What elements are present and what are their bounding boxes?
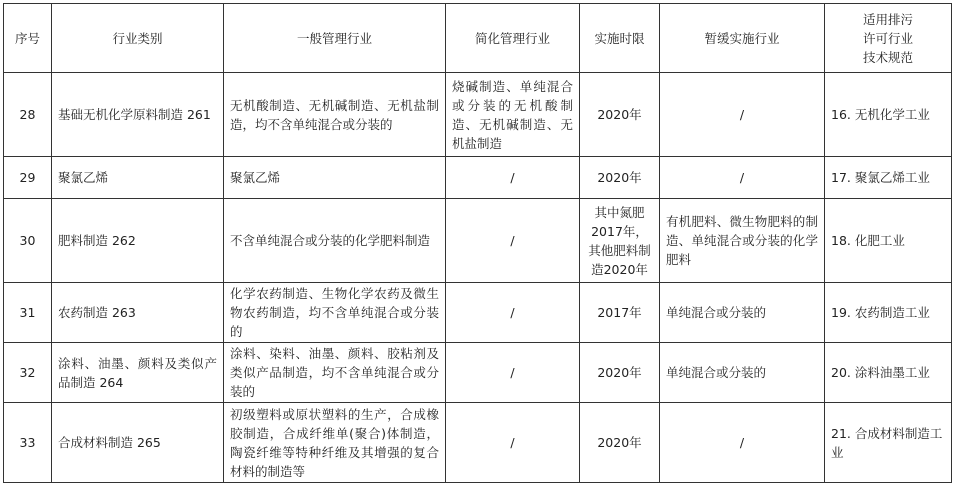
header-no: 序号 (4, 4, 52, 73)
permit-table-container (3, 3, 952, 483)
header-row (4, 4, 952, 73)
header-deferred: 暂缓实施行业 (660, 4, 825, 73)
row-no: 31 (4, 283, 52, 343)
row-no: 33 (4, 403, 52, 483)
row-simplified: / (446, 403, 580, 483)
row-deferred: / (660, 403, 825, 483)
header-category: 行业类别 (52, 4, 224, 73)
row-deferred: 单纯混合或分装的 (660, 343, 825, 403)
table-row (4, 403, 952, 483)
row-deadline: 2017年 (580, 283, 660, 343)
row-deferred: / (660, 157, 825, 199)
row-category: 合成材料制造 265 (52, 403, 224, 483)
row-category: 涂料、油墨、颜料及类似产品制造 264 (52, 343, 224, 403)
row-spec: 21. 合成材料制造工业 (825, 403, 952, 483)
row-category: 基础无机化学原料制造 261 (52, 73, 224, 157)
industry-permit-table (3, 3, 952, 483)
table-row (4, 343, 952, 403)
row-category: 聚氯乙烯 (52, 157, 224, 199)
row-simplified: / (446, 343, 580, 403)
row-spec: 16. 无机化学工业 (825, 73, 952, 157)
row-general: 化学农药制造、生物化学农药及微生物农药制造，均不含单纯混合或分装的 (224, 283, 446, 343)
row-no: 28 (4, 73, 52, 157)
header-general: 一般管理行业 (224, 4, 446, 73)
row-category: 肥料制造 262 (52, 199, 224, 283)
table-row (4, 73, 952, 157)
row-category: 农药制造 263 (52, 283, 224, 343)
row-deferred: / (660, 73, 825, 157)
table-row (4, 199, 952, 283)
row-spec: 20. 涂料油墨工业 (825, 343, 952, 403)
header-deadline: 实施时限 (580, 4, 660, 73)
row-simplified: 烧碱制造、单纯混合或分装的无机酸制造、无机碱制造、无机盐制造 (446, 73, 580, 157)
row-no: 29 (4, 157, 52, 199)
row-simplified: / (446, 157, 580, 199)
row-deadline: 2020年 (580, 403, 660, 483)
row-deadline: 其中氮肥2017年，其他肥料制造2020年 (580, 199, 660, 283)
row-spec: 19. 农药制造工业 (825, 283, 952, 343)
row-general: 不含单纯混合或分装的化学肥料制造 (224, 199, 446, 283)
row-no: 32 (4, 343, 52, 403)
row-simplified: / (446, 199, 580, 283)
row-spec: 18. 化肥工业 (825, 199, 952, 283)
row-general: 无机酸制造、无机碱制造、无机盐制造，均不含单纯混合或分装的 (224, 73, 446, 157)
header-spec: 适用排污 许可行业 技术规范 (825, 4, 952, 73)
table-row (4, 283, 952, 343)
row-general: 涂料、染料、油墨、颜料、胶粘剂及类似产品制造，均不含单纯混合或分装的 (224, 343, 446, 403)
row-simplified: / (446, 283, 580, 343)
table-row (4, 157, 952, 199)
row-deferred: 有机肥料、微生物肥料的制造、单纯混合或分装的化学肥料 (660, 199, 825, 283)
row-general: 初级塑料或原状塑料的生产，合成橡胶制造，合成纤维单(聚合)体制造，陶瓷纤维等特种纤维及其增强的复合材料的制造等 (224, 403, 446, 483)
row-no: 30 (4, 199, 52, 283)
row-spec: 17. 聚氯乙烯工业 (825, 157, 952, 199)
row-general: 聚氯乙烯 (224, 157, 446, 199)
row-deadline: 2020年 (580, 157, 660, 199)
header-simplified: 简化管理行业 (446, 4, 580, 73)
row-deadline: 2020年 (580, 73, 660, 157)
row-deadline: 2020年 (580, 343, 660, 403)
row-deferred: 单纯混合或分装的 (660, 283, 825, 343)
